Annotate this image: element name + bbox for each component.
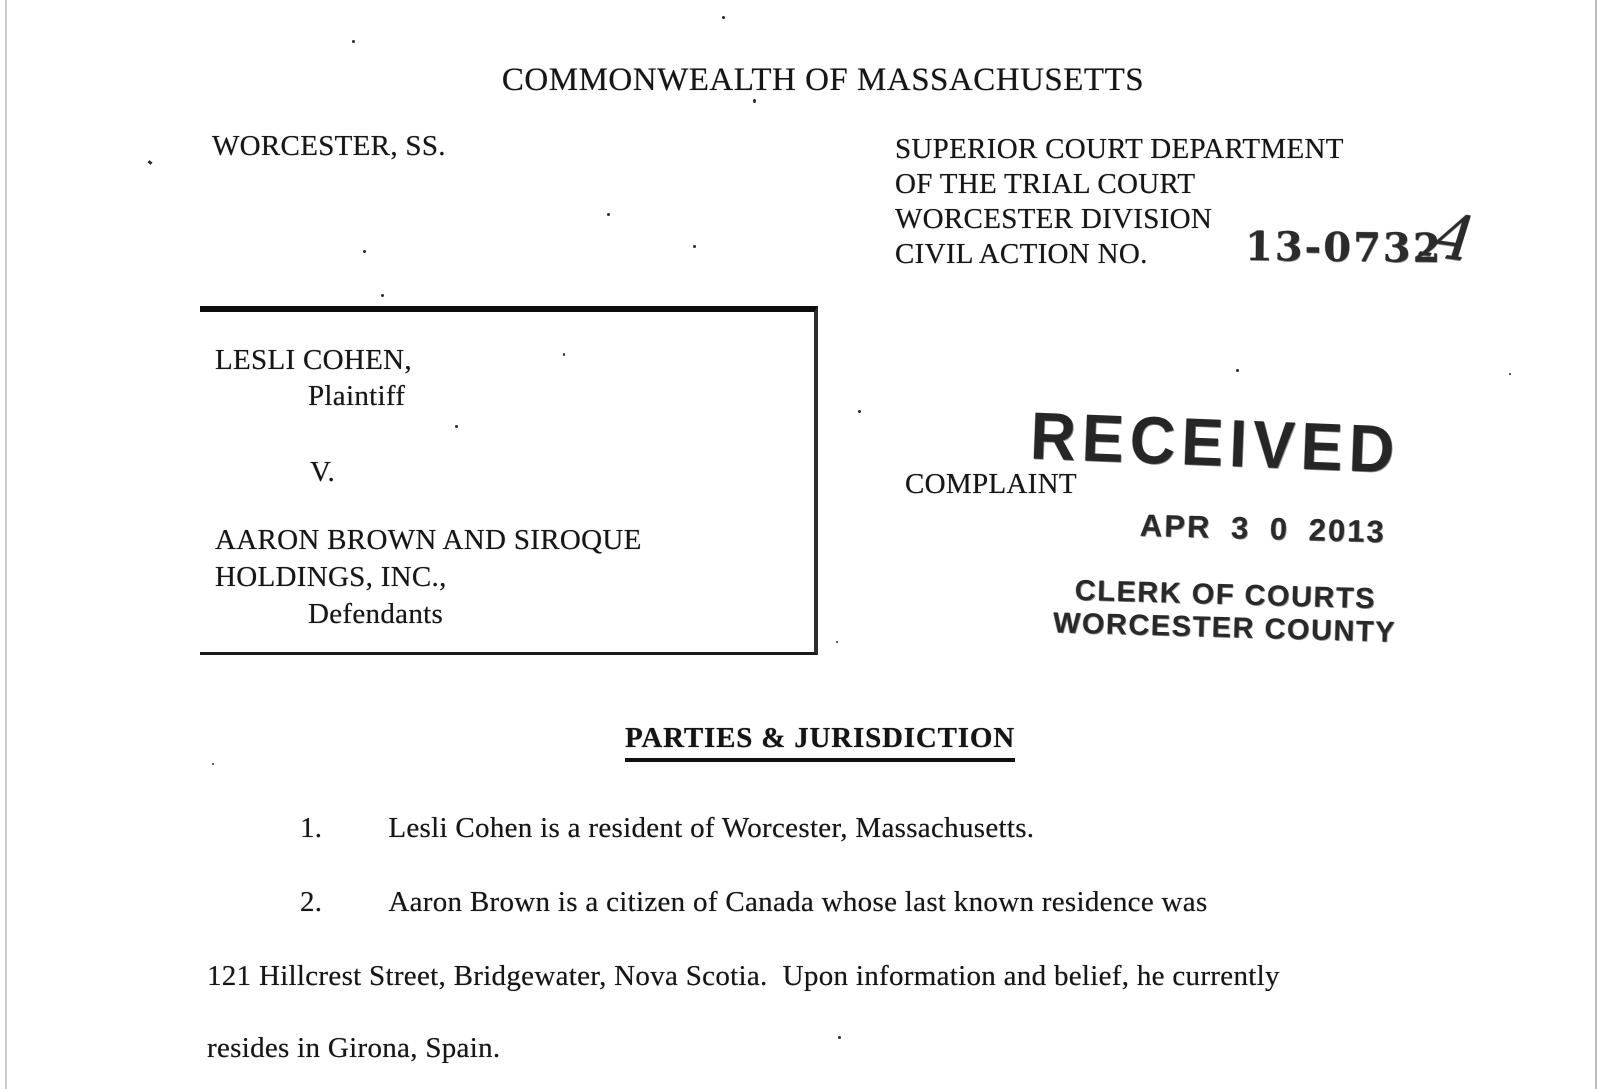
county-label: WORCESTER, SS.: [212, 130, 446, 162]
paragraph-2-continuation-line1: 121 Hillcrest Street, Bridgewater, Nova Scotia. Upon information and belief, he currently: [207, 960, 1280, 992]
scan-edge-right: [1595, 0, 1597, 1089]
complaint-label: COMPLAINT: [905, 468, 1077, 500]
court-line-1: SUPERIOR COURT DEPARTMENT: [895, 133, 1344, 165]
case-number-stamp: [1244, 200, 1491, 276]
paragraph-2: [207, 886, 1208, 919]
paragraph-2-number: 2.: [300, 886, 323, 918]
plaintiff-name: LESLI COHEN,: [215, 344, 412, 376]
document-title: COMMONWEALTH OF MASSACHUSETTS: [501, 62, 1145, 98]
case-caption-box: [200, 306, 818, 655]
received-date-stamp: APR 3 0 2013: [1139, 507, 1387, 550]
case-number-digits: 13-0732: [1244, 222, 1443, 273]
paragraph-1-text: Lesli Cohen is a resident of Worcester, Massachusetts.: [388, 812, 1035, 844]
versus-label: V.: [310, 456, 336, 488]
received-stamp: RECEIVED: [1029, 399, 1402, 488]
defendant-role: Defendants: [308, 598, 444, 630]
clerk-stamp-line2: WORCESTER COUNTY: [1052, 607, 1397, 649]
defendant-name-line1: AARON BROWN AND SIROQUE: [215, 524, 642, 556]
case-number-handwritten-suffix: A: [1414, 200, 1491, 276]
paragraph-1-number: 1.: [300, 812, 323, 844]
defendant-name-line2: HOLDINGS, INC.,: [215, 561, 447, 593]
paragraph-2-text: Aaron Brown is a citizen of Canada whose last known residence was: [388, 886, 1208, 918]
paragraph-2-continuation-line2: resides in Girona, Spain.: [207, 1032, 501, 1064]
clerk-stamp-line1: CLERK OF COURTS: [1074, 574, 1377, 616]
section-heading-wrap: [40, 722, 1600, 762]
court-line-4: CIVIL ACTION NO.: [895, 238, 1148, 270]
paragraph-1: [207, 812, 1034, 845]
scan-edge-left: [5, 0, 7, 1089]
section-heading: PARTIES & JURISDICTION: [625, 722, 1015, 762]
plaintiff-role: Plaintiff: [308, 380, 406, 412]
clerk-of-courts-stamp: [1039, 574, 1411, 650]
court-line-2: OF THE TRIAL COURT: [895, 168, 1196, 200]
court-line-3: WORCESTER DIVISION: [895, 203, 1213, 235]
